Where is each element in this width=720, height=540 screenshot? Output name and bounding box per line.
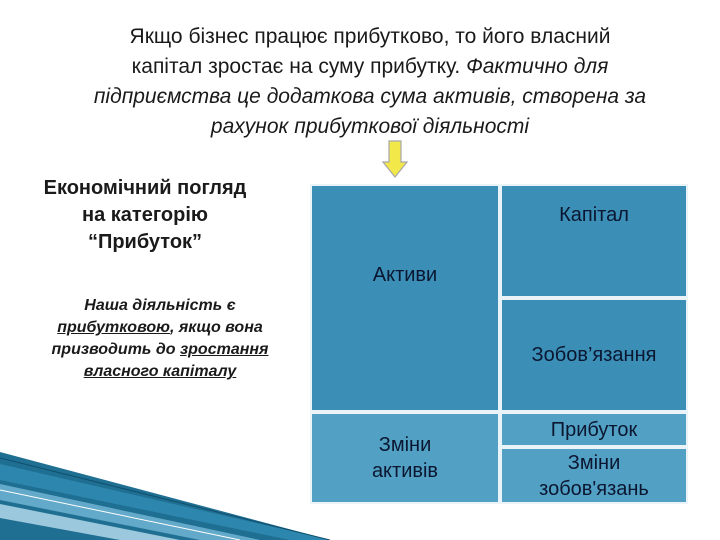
liability-changes-box — [500, 447, 688, 504]
left-note — [45, 295, 275, 383]
left-title-line-1: Економічний погляд — [43, 177, 247, 199]
down-arrow-icon — [382, 140, 408, 178]
intro-line-2-italic: Фактично для — [466, 55, 609, 78]
liabilities-label: Зобов’язання — [531, 344, 657, 366]
left-title-line-2: на категорію — [82, 204, 208, 226]
note-part-2: , якщо вона призводить до — [51, 319, 263, 358]
note-underlined-2: зростання власного капіталу — [83, 341, 269, 380]
profit-label: Прибуток — [550, 418, 638, 441]
assets-label: Активи — [372, 264, 438, 286]
capital-label: Капітал — [559, 204, 629, 226]
decorative-stripes — [0, 440, 330, 540]
capital-box — [500, 184, 688, 298]
note-underlined-1: прибутковою — [57, 319, 170, 336]
intro-line-2 — [40, 52, 700, 82]
asset-changes-label-1: Зміни — [378, 434, 432, 456]
left-title-line-3: “Прибуток” — [87, 231, 203, 253]
left-title — [20, 175, 270, 256]
assets-box — [310, 184, 500, 412]
asset-changes-label-2: активів — [371, 460, 439, 482]
intro-line-2-normal: капітал зростає на суму прибутку. — [131, 55, 467, 78]
profit-box — [500, 412, 688, 447]
intro-line-3: підприємства це додаткова сума активів, створена за — [93, 85, 647, 108]
liability-changes-label-1: Зміни — [567, 451, 621, 474]
asset-changes-box — [310, 412, 500, 504]
liability-changes-label-2: зобов'язань — [539, 477, 649, 500]
intro-line-1: Якщо бізнес працює прибутково, то його власний — [129, 25, 611, 48]
intro-text — [40, 22, 700, 142]
intro-line-4: рахунок прибуткової діяльності — [210, 115, 530, 138]
liabilities-box — [500, 298, 688, 412]
note-part-1: Наша діяльність є — [84, 297, 236, 314]
